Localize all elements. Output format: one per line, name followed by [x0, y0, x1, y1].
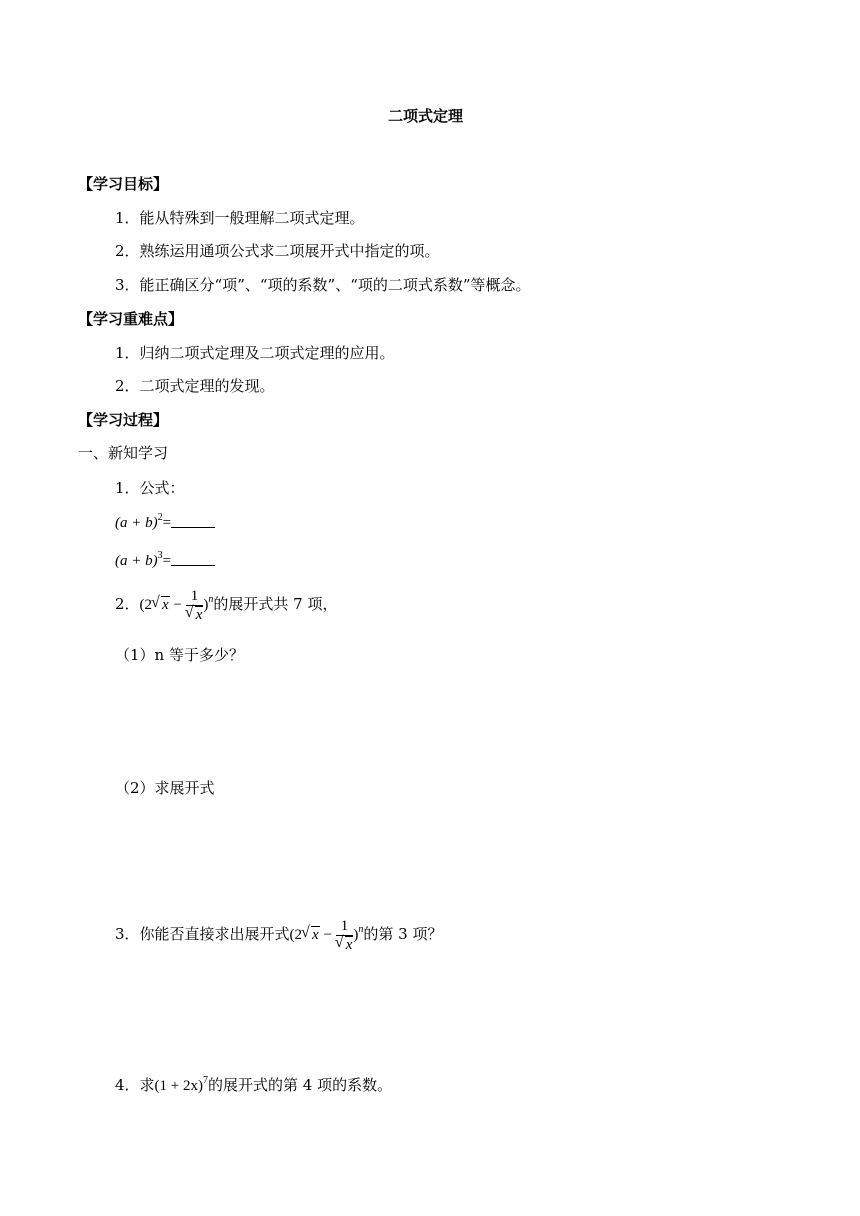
fraction-denominator-radicand: x	[195, 607, 203, 624]
formula-square-blank[interactable]	[171, 513, 215, 528]
question-4-exponent: 7	[203, 1075, 208, 1086]
question-2-tail: 的展开式共 7 项，	[213, 595, 338, 613]
sqrt-x	[152, 585, 170, 625]
fraction-denominator	[186, 606, 204, 624]
fraction-1-over-sqrt-x-q3	[336, 917, 354, 954]
expr-minus-q3: −	[319, 927, 336, 943]
binomial-expression-q3	[289, 918, 364, 954]
part-new-knowledge: 一、新知学习	[78, 444, 169, 462]
expr-exponent-n: n	[208, 594, 214, 605]
expr-open: (2	[139, 597, 153, 613]
keypoint-item-2: 2．二项式定理的发现。	[115, 377, 275, 395]
sqrt-x-q3	[302, 915, 320, 955]
formula-square	[115, 512, 215, 533]
expr-exponent-n-q3: n	[358, 924, 364, 935]
expr-open-q3: (2	[289, 927, 303, 943]
question-1-label: 1．公式：	[115, 479, 185, 497]
expr-close-q3: )	[353, 927, 359, 943]
question-2	[115, 584, 337, 625]
fraction-denominator-q3	[336, 936, 354, 954]
formula-square-exponent: 2	[157, 512, 163, 523]
question-2-sub-2: （2）求展开式	[115, 779, 215, 797]
objective-item-2: 2．熟练运用通项公式求二项展开式中指定的项。	[115, 242, 440, 260]
question-2-label: 2．	[115, 595, 140, 613]
keypoint-item-1: 1．归纳二项式定理及二项式定理的应用。	[115, 344, 395, 362]
formula-cube	[115, 550, 215, 571]
binomial-expression	[139, 588, 214, 624]
question-4	[115, 1075, 392, 1096]
formula-cube-base: (a + b)	[115, 553, 158, 569]
objectives-heading: 【学习目标】	[78, 175, 169, 193]
question-4-tail: 的展开式的第 4 项的系数。	[208, 1076, 393, 1094]
sqrt-x-radicand: x	[162, 597, 169, 613]
question-3-tail: 的第 3 项？	[363, 925, 443, 943]
formula-cube-equals: =	[162, 553, 172, 569]
question-3-prefix: 3．你能否直接求出展开式	[115, 925, 290, 943]
question-4-expression: (1 + 2x)	[154, 1078, 203, 1094]
fraction-denominator-radicand-q3: x	[345, 937, 353, 954]
fraction-numerator-q3: 1	[336, 917, 354, 936]
keypoints-heading: 【学习重难点】	[78, 310, 184, 328]
formula-cube-blank[interactable]	[171, 551, 215, 566]
objective-item-1: 1．能从特殊到一般理解二项式定理。	[115, 209, 365, 227]
objective-item-3: 3．能正确区分“项”、“项的系数”、“项的二项式系数”等概念。	[115, 276, 531, 294]
process-heading: 【学习过程】	[78, 411, 169, 429]
expr-minus: −	[169, 597, 186, 613]
expr-close: )	[203, 597, 209, 613]
question-3	[115, 914, 442, 955]
fraction-1-over-sqrt-x	[186, 587, 204, 624]
formula-cube-exponent: 3	[157, 550, 163, 561]
fraction-numerator: 1	[186, 587, 204, 606]
sqrt-x-radicand-q3: x	[312, 927, 319, 943]
page-title: 二项式定理	[388, 107, 464, 125]
question-2-sub-1: （1）n 等于多少？	[115, 646, 244, 664]
formula-square-base: (a + b)	[115, 515, 158, 531]
question-4-prefix: 4．求	[115, 1076, 155, 1094]
formula-square-equals: =	[162, 515, 172, 531]
